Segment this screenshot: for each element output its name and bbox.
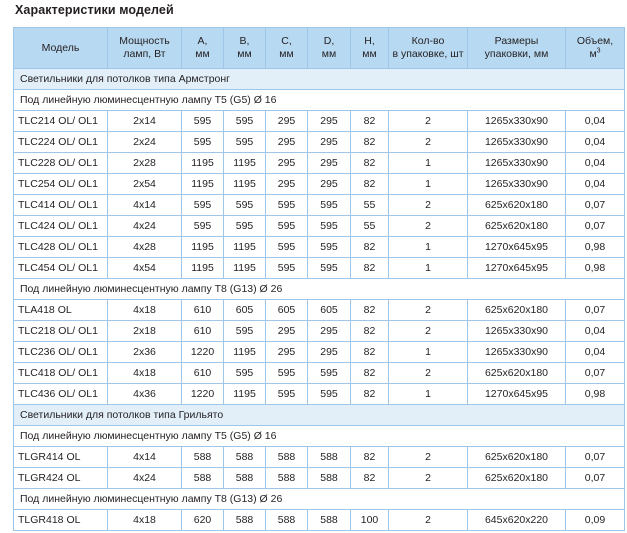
subsection-title: Под линейную люминесцентную лампу T8 (G13) Ø 26: [14, 489, 625, 510]
cell-volume: 0,09: [566, 510, 625, 531]
column-header-line: Размеры: [494, 35, 539, 47]
cell-model: TLC214 OL/ OL1: [14, 111, 108, 132]
specifications-table: [13, 27, 625, 531]
column-header-line: Модель: [41, 41, 80, 54]
cell-package-size: 625x620x180: [468, 195, 566, 216]
cell-model: TLC414 OL/ OL1: [14, 195, 108, 216]
column-header-model: [14, 28, 108, 69]
section-row: [14, 69, 625, 90]
subsection-row: [14, 90, 625, 111]
cell-d: 595: [308, 195, 351, 216]
cell-c: 605: [266, 300, 308, 321]
cell-quantity: 2: [389, 216, 468, 237]
cell-a: 1195: [182, 174, 224, 195]
cell-package-size: 625x620x180: [468, 363, 566, 384]
cell-c: 595: [266, 384, 308, 405]
cell-a: 610: [182, 363, 224, 384]
cell-model: TLC418 OL/ OL1: [14, 363, 108, 384]
cell-d: 295: [308, 342, 351, 363]
cell-power: 2x28: [108, 153, 182, 174]
cell-h: 55: [351, 216, 389, 237]
cell-package-size: 1265x330x90: [468, 153, 566, 174]
cell-h: 82: [351, 153, 389, 174]
cell-a: 588: [182, 447, 224, 468]
cell-volume: 0,98: [566, 384, 625, 405]
cell-b: 1195: [224, 384, 266, 405]
cell-model: TLC436 OL/ OL1: [14, 384, 108, 405]
cell-model: TLC224 OL/ OL1: [14, 132, 108, 153]
cell-model: TLC236 OL/ OL1: [14, 342, 108, 363]
cell-h: 100: [351, 510, 389, 531]
table-row: [14, 300, 625, 321]
table-row: [14, 321, 625, 342]
cell-d: 295: [308, 321, 351, 342]
cell-quantity: 2: [389, 510, 468, 531]
cell-h: 82: [351, 384, 389, 405]
cell-package-size: 1270x645x95: [468, 258, 566, 279]
cell-volume: 0,07: [566, 468, 625, 489]
cell-a: 610: [182, 321, 224, 342]
cell-quantity: 2: [389, 447, 468, 468]
cell-a: 1195: [182, 153, 224, 174]
cell-quantity: 1: [389, 384, 468, 405]
cell-a: 1195: [182, 258, 224, 279]
column-header-line: Кол-во: [411, 35, 445, 47]
cell-package-size: 1270x645x95: [468, 237, 566, 258]
cell-d: 595: [308, 216, 351, 237]
table-row: [14, 342, 625, 363]
cell-c: 295: [266, 132, 308, 153]
cell-quantity: 1: [389, 258, 468, 279]
cell-c: 588: [266, 468, 308, 489]
table-row: [14, 468, 625, 489]
column-header-line: B,: [239, 35, 250, 47]
cell-c: 595: [266, 258, 308, 279]
cell-power: 4x36: [108, 384, 182, 405]
table-row: [14, 195, 625, 216]
column-header-line: Объем,: [576, 35, 614, 47]
table-row: [14, 384, 625, 405]
cell-power: 4x24: [108, 216, 182, 237]
cell-model: TLC428 OL/ OL1: [14, 237, 108, 258]
cell-b: 1195: [224, 237, 266, 258]
cell-a: 588: [182, 468, 224, 489]
cell-package-size: 1270x645x95: [468, 384, 566, 405]
column-header-quantity: [389, 28, 468, 69]
cell-volume: 0,04: [566, 132, 625, 153]
cell-b: 595: [224, 195, 266, 216]
table-body: [14, 69, 625, 531]
cell-b: 595: [224, 363, 266, 384]
column-header-h: [351, 28, 389, 69]
cell-c: 595: [266, 216, 308, 237]
table-row: [14, 237, 625, 258]
cell-power: 4x24: [108, 468, 182, 489]
cell-c: 295: [266, 153, 308, 174]
section-title: Светильники для потолков типа Грильято: [14, 405, 625, 426]
cell-a: 610: [182, 300, 224, 321]
subsection-row: [14, 426, 625, 447]
cell-b: 1195: [224, 342, 266, 363]
cell-volume: 0,04: [566, 321, 625, 342]
cell-power: 4x18: [108, 300, 182, 321]
cell-volume: 0,07: [566, 363, 625, 384]
column-header-a: [182, 28, 224, 69]
cell-model: TLGR424 OL: [14, 468, 108, 489]
cell-quantity: 2: [389, 132, 468, 153]
cell-a: 1220: [182, 384, 224, 405]
cell-a: 595: [182, 132, 224, 153]
cell-a: 1220: [182, 342, 224, 363]
cell-quantity: 2: [389, 468, 468, 489]
cell-quantity: 1: [389, 153, 468, 174]
cell-package-size: 625x620x180: [468, 447, 566, 468]
cell-volume: 0,04: [566, 111, 625, 132]
table-row: [14, 111, 625, 132]
cell-c: 595: [266, 195, 308, 216]
cell-quantity: 1: [389, 174, 468, 195]
table-row: [14, 447, 625, 468]
cell-quantity: 2: [389, 195, 468, 216]
cell-c: 295: [266, 111, 308, 132]
subsection-title: Под линейную люминесцентную лампу T5 (G5) Ø 16: [14, 90, 625, 111]
table-row: [14, 153, 625, 174]
cell-package-size: 1265x330x90: [468, 111, 566, 132]
cell-power: 4x28: [108, 237, 182, 258]
cell-power: 2x18: [108, 321, 182, 342]
cell-package-size: 625x620x180: [468, 468, 566, 489]
column-header-line: мм: [279, 48, 294, 60]
cell-package-size: 1265x330x90: [468, 342, 566, 363]
column-header-line: C,: [281, 35, 292, 47]
cell-quantity: 2: [389, 321, 468, 342]
cell-power: 4x54: [108, 258, 182, 279]
cell-volume: 0,07: [566, 195, 625, 216]
cell-model: TLA418 OL: [14, 300, 108, 321]
cell-h: 82: [351, 258, 389, 279]
subsection-title: Под линейную люминесцентную лампу T5 (G5) Ø 16: [14, 426, 625, 447]
cell-volume: 0,98: [566, 237, 625, 258]
cell-h: 82: [351, 447, 389, 468]
cell-volume: 0,07: [566, 216, 625, 237]
cell-b: 1195: [224, 174, 266, 195]
cell-power: 4x14: [108, 195, 182, 216]
cell-b: 588: [224, 468, 266, 489]
cell-c: 595: [266, 363, 308, 384]
cell-c: 588: [266, 510, 308, 531]
cell-b: 595: [224, 321, 266, 342]
cell-h: 82: [351, 363, 389, 384]
column-header-line: H,: [364, 35, 375, 47]
page-title: Характеристики моделей: [15, 3, 174, 17]
cell-d: 605: [308, 300, 351, 321]
column-header-line: в упаковке, шт: [392, 48, 464, 60]
cell-volume: 0,04: [566, 153, 625, 174]
cell-h: 82: [351, 321, 389, 342]
table-row: [14, 174, 625, 195]
column-header-power: [108, 28, 182, 69]
table-row: [14, 258, 625, 279]
cell-c: 295: [266, 174, 308, 195]
table-row: [14, 363, 625, 384]
cell-quantity: 2: [389, 300, 468, 321]
cell-d: 295: [308, 111, 351, 132]
cell-power: 2x36: [108, 342, 182, 363]
cell-c: 595: [266, 237, 308, 258]
column-header-line: A,: [197, 35, 208, 47]
cell-model: TLGR418 OL: [14, 510, 108, 531]
cell-volume: 0,07: [566, 447, 625, 468]
cell-c: 295: [266, 321, 308, 342]
column-header-b: [224, 28, 266, 69]
cell-b: 595: [224, 132, 266, 153]
cell-model: TLC254 OL/ OL1: [14, 174, 108, 195]
cell-power: 4x18: [108, 510, 182, 531]
cell-model: TLGR414 OL: [14, 447, 108, 468]
cell-b: 595: [224, 111, 266, 132]
cell-b: 595: [224, 216, 266, 237]
cell-d: 595: [308, 384, 351, 405]
cell-h: 82: [351, 174, 389, 195]
cell-quantity: 2: [389, 111, 468, 132]
column-header-package-size: [468, 28, 566, 69]
cell-d: 595: [308, 363, 351, 384]
column-header-line: упаковки, мм: [484, 48, 549, 60]
cell-power: 4x14: [108, 447, 182, 468]
cell-h: 82: [351, 111, 389, 132]
cell-power: 2x24: [108, 132, 182, 153]
cell-d: 295: [308, 153, 351, 174]
column-header-volume: [566, 28, 625, 69]
cell-a: 595: [182, 111, 224, 132]
column-header-line: мм: [237, 48, 252, 60]
table-header-row: [14, 28, 625, 69]
cell-b: 605: [224, 300, 266, 321]
superscript: 3: [596, 47, 601, 55]
cell-b: 1195: [224, 153, 266, 174]
cell-package-size: 1265x330x90: [468, 321, 566, 342]
column-header-line: D,: [323, 35, 335, 47]
cell-a: 595: [182, 216, 224, 237]
table-row: [14, 510, 625, 531]
cell-a: 1195: [182, 237, 224, 258]
cell-package-size: 625x620x180: [468, 216, 566, 237]
subsection-row: [14, 279, 625, 300]
cell-h: 82: [351, 300, 389, 321]
cell-d: 595: [308, 258, 351, 279]
cell-h: 82: [351, 342, 389, 363]
cell-volume: 0,04: [566, 174, 625, 195]
column-header-line: м: [589, 48, 597, 60]
cell-model: TLC228 OL/ OL1: [14, 153, 108, 174]
column-header-c: [266, 28, 308, 69]
table-row: [14, 216, 625, 237]
column-header-line: Мощность: [119, 35, 170, 47]
column-header-line: мм: [362, 48, 377, 60]
cell-d: 595: [308, 237, 351, 258]
cell-d: 588: [308, 510, 351, 531]
table-row: [14, 132, 625, 153]
cell-c: 588: [266, 447, 308, 468]
subsection-row: [14, 489, 625, 510]
cell-volume: 0,98: [566, 258, 625, 279]
cell-package-size: 645x620x220: [468, 510, 566, 531]
section-row: [14, 405, 625, 426]
column-header-d: [308, 28, 351, 69]
cell-h: 55: [351, 195, 389, 216]
subsection-title: Под линейную люминесцентную лампу T8 (G13) Ø 26: [14, 279, 625, 300]
cell-quantity: 2: [389, 363, 468, 384]
cell-a: 620: [182, 510, 224, 531]
cell-model: TLC218 OL/ OL1: [14, 321, 108, 342]
cell-d: 295: [308, 174, 351, 195]
cell-c: 295: [266, 342, 308, 363]
cell-power: 2x54: [108, 174, 182, 195]
column-header-line: ламп, Вт: [123, 48, 166, 60]
cell-b: 588: [224, 447, 266, 468]
cell-model: TLC454 OL/ OL1: [14, 258, 108, 279]
cell-quantity: 1: [389, 342, 468, 363]
cell-package-size: 1265x330x90: [468, 132, 566, 153]
cell-d: 588: [308, 447, 351, 468]
section-title: Светильники для потолков типа Армстронг: [14, 69, 625, 90]
cell-package-size: 625x620x180: [468, 300, 566, 321]
cell-b: 1195: [224, 258, 266, 279]
cell-d: 295: [308, 132, 351, 153]
column-header-line: мм: [321, 48, 337, 60]
column-header-line: мм: [195, 48, 210, 60]
cell-model: TLC424 OL/ OL1: [14, 216, 108, 237]
cell-h: 82: [351, 132, 389, 153]
cell-quantity: 1: [389, 237, 468, 258]
cell-volume: 0,07: [566, 300, 625, 321]
cell-power: 2x14: [108, 111, 182, 132]
cell-volume: 0,04: [566, 342, 625, 363]
cell-d: 588: [308, 468, 351, 489]
cell-a: 595: [182, 195, 224, 216]
cell-package-size: 1265x330x90: [468, 174, 566, 195]
cell-power: 4x18: [108, 363, 182, 384]
cell-h: 82: [351, 468, 389, 489]
cell-h: 82: [351, 237, 389, 258]
cell-b: 588: [224, 510, 266, 531]
